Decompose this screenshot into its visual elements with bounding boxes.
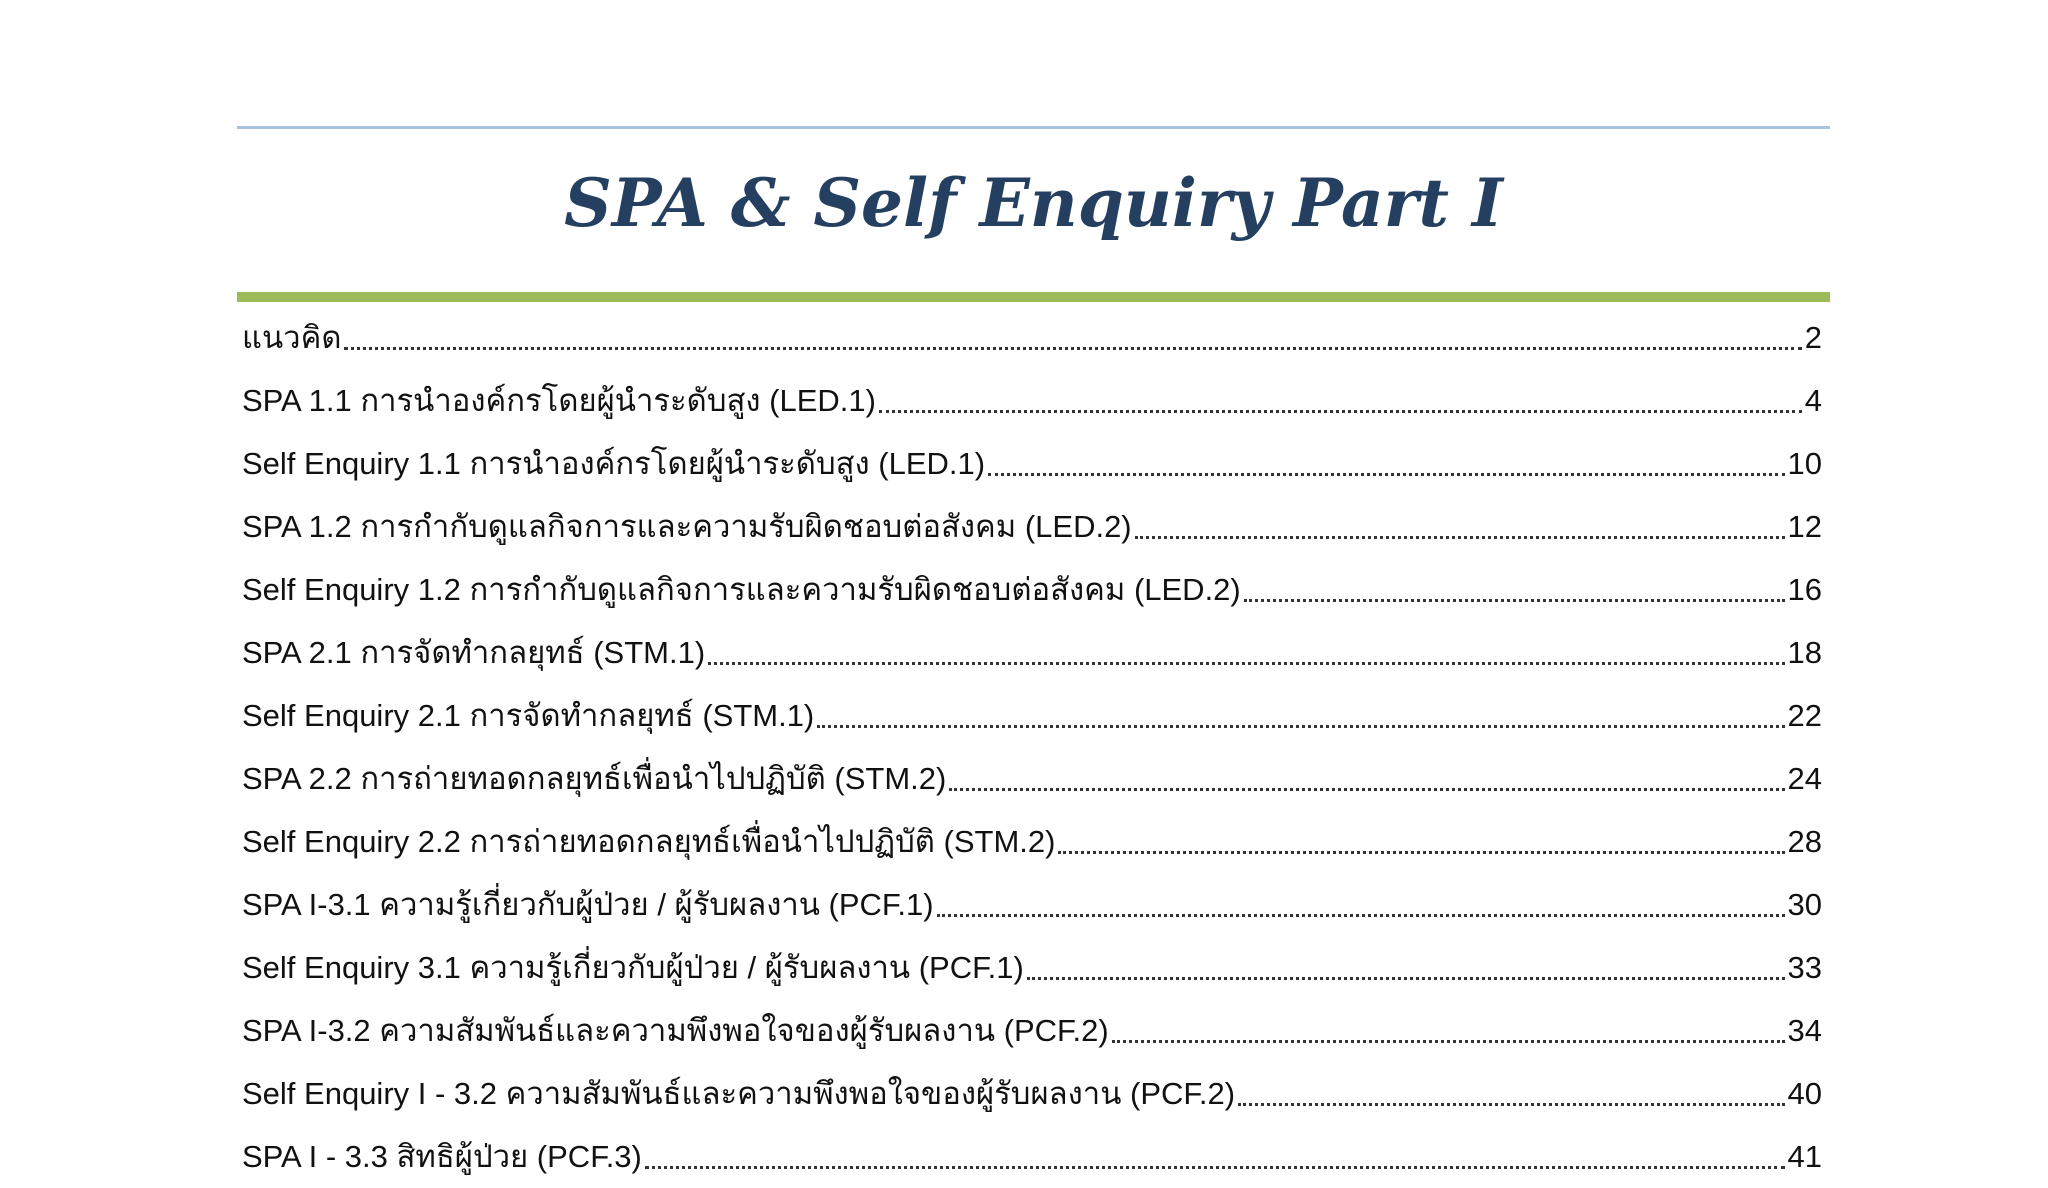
toc-dot-leader xyxy=(1058,850,1784,854)
toc-dot-leader xyxy=(879,409,1802,413)
toc-entry-page: 12 xyxy=(1787,509,1822,544)
toc-entry-page: 4 xyxy=(1804,383,1822,418)
toc-entry[interactable] xyxy=(242,936,1822,999)
toc-entry-page: 22 xyxy=(1787,698,1822,733)
toc-entry[interactable] xyxy=(242,810,1822,873)
toc-entry[interactable] xyxy=(242,999,1822,1062)
toc-dot-leader xyxy=(988,472,1784,476)
toc-entry[interactable] xyxy=(242,306,1822,369)
toc-entry[interactable] xyxy=(242,558,1822,621)
toc-dot-leader xyxy=(1027,976,1785,980)
toc-entry-page: 33 xyxy=(1787,950,1822,985)
toc-entry-label: Self Enquiry 1.2 การกำกับดูแลกิจการและความรับผิดชอบต่อสังคม (LED.2) xyxy=(242,572,1241,607)
toc-dot-leader xyxy=(1244,598,1785,602)
toc-entry[interactable] xyxy=(242,432,1822,495)
title-underline-rule xyxy=(237,292,1830,302)
toc-dot-leader xyxy=(949,787,1784,791)
toc-entry[interactable] xyxy=(242,1125,1822,1188)
toc-entry-label: SPA 2.1 การจัดทำกลยุทธ์ (STM.1) xyxy=(242,635,706,670)
header-rule xyxy=(237,126,1830,129)
toc-entry[interactable] xyxy=(242,495,1822,558)
toc-entry-page: 30 xyxy=(1787,887,1822,922)
toc-entry-label: SPA I-3.1 ความรู้เกี่ยวกับผู้ป่วย / ผู้รับผลงาน (PCF.1) xyxy=(242,887,934,922)
toc-entry-label: Self Enquiry 2.1 การจัดทำกลยุทธ์ (STM.1) xyxy=(242,698,815,733)
toc-entry-label: Self Enquiry 1.1 การนำองค์กรโดยผู้นำระดับสูง (LED.1) xyxy=(242,446,986,481)
toc-entry-page: 28 xyxy=(1787,824,1822,859)
toc-entry-page: 16 xyxy=(1787,572,1822,607)
toc-dot-leader xyxy=(344,346,1801,350)
toc-entry-label: SPA I - 3.3 สิทธิผู้ป่วย (PCF.3) xyxy=(242,1139,642,1174)
toc-entry-label: SPA 1.1 การนำองค์กรโดยผู้นำระดับสูง (LED.1) xyxy=(242,383,876,418)
toc-entry-page: 24 xyxy=(1787,761,1822,796)
toc-entry-page: 40 xyxy=(1787,1076,1822,1111)
toc-entry[interactable] xyxy=(242,747,1822,810)
toc-entry-page: 41 xyxy=(1787,1139,1822,1174)
toc-entry-page: 10 xyxy=(1787,446,1822,481)
toc-entry[interactable] xyxy=(242,684,1822,747)
toc-entry-label: Self Enquiry I - 3.2 ความสัมพันธ์และความพึงพอใจของผู้รับผลงาน (PCF.2) xyxy=(242,1076,1236,1111)
toc-entry[interactable] xyxy=(242,369,1822,432)
toc-dot-leader xyxy=(1238,1102,1784,1106)
toc-dot-leader xyxy=(1112,1039,1785,1043)
toc-entry-label: แนวคิด xyxy=(242,320,342,355)
toc-entry[interactable] xyxy=(242,621,1822,684)
toc-entry-page: 18 xyxy=(1787,635,1822,670)
toc-dot-leader xyxy=(937,913,1785,917)
toc-entry[interactable] xyxy=(242,1062,1822,1125)
toc-entry[interactable] xyxy=(242,873,1822,936)
table-of-contents xyxy=(242,306,1822,1188)
toc-entry-label: SPA I-3.2 ความสัมพันธ์และความพึงพอใจของผู้รับผลงาน (PCF.2) xyxy=(242,1013,1109,1048)
toc-entry-label: SPA 1.2 การกำกับดูแลกิจการและความรับผิดชอบต่อสังคม (LED.2) xyxy=(242,509,1132,544)
toc-entry-page: 34 xyxy=(1787,1013,1822,1048)
toc-dot-leader xyxy=(817,724,1784,728)
toc-entry-label: Self Enquiry 2.2 การถ่ายทอดกลยุทธ์เพื่อนำไปปฏิบัติ (STM.2) xyxy=(242,824,1056,859)
toc-entry-page: 2 xyxy=(1804,320,1822,355)
toc-dot-leader xyxy=(645,1165,1785,1169)
toc-dot-leader xyxy=(1135,535,1785,539)
toc-entry-label: SPA 2.2 การถ่ายทอดกลยุทธ์เพื่อนำไปปฏิบัติ (STM.2) xyxy=(242,761,947,796)
page-title: SPA & Self Enquiry Part I xyxy=(564,164,1503,242)
toc-dot-leader xyxy=(708,661,1784,665)
toc-entry-label: Self Enquiry 3.1 ความรู้เกี่ยวกับผู้ป่วย / ผู้รับผลงาน (PCF.1) xyxy=(242,950,1024,985)
